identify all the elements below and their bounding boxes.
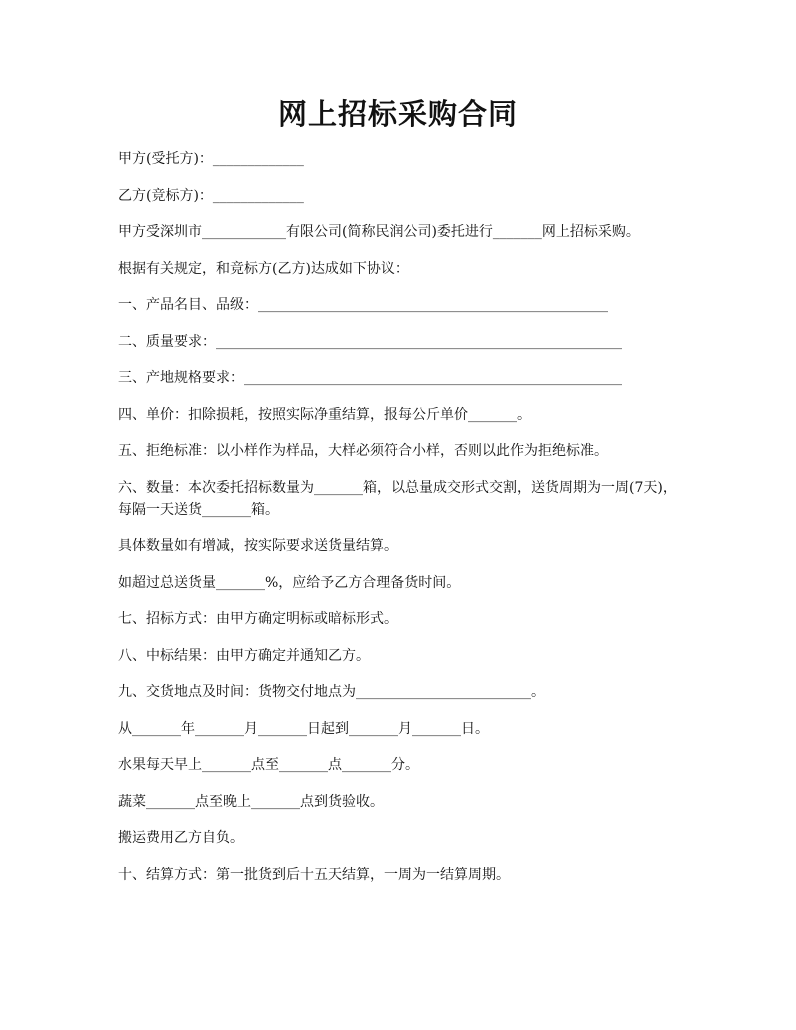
clause-party-b: 乙方(竞标方)：_____________ (118, 187, 304, 204)
clause-5-rejection: 五、拒绝标准：以小样作为样品，大样必须符合小样，否则以此作为拒绝标准。 (118, 443, 608, 459)
clause-10-settlement: 十、结算方式：第一批货到后十五天结算，一周为一结算周期。 (118, 866, 510, 883)
clause-6-quantity: 六、数量：本次委托招标数量为_______箱，以总量成交形式交割，送货周期为一周(7天)，每隔一天送货_______箱。 (118, 479, 677, 518)
clause-vegetable-time: 蔬菜_______点至晚上_______点到货验收。 (118, 793, 384, 810)
clause-8-result: 八、中标结果：由甲方确定并通知乙方。 (118, 647, 370, 664)
clause-entrustment: 甲方受深圳市____________有限公司(简称民润公司)委托进行_______网上招标采购。 (118, 224, 640, 240)
clause-delivery-period: 从_______年_______月_______日起到_______月_______日。 (118, 720, 489, 737)
clause-2-quality: 二、质量要求：__________________________________________________________ (118, 333, 622, 350)
clause-3-origin: 三、产地规格要求：______________________________________________________ (118, 370, 622, 386)
clause-quantity-adjust: 具体数量如有增减，按实际要求送货量结算。 (118, 538, 398, 554)
clause-excess-supply: 如超过总送货量_______%，应给予乙方合理备货时间。 (118, 574, 461, 591)
clause-transport-cost: 搬运费用乙方自负。 (118, 830, 244, 846)
document-body (118, 148, 678, 900)
clause-9-delivery: 九、交货地点及时间：货物交付地点为_________________________。 (118, 684, 545, 700)
clause-7-bidding-method: 七、招标方式：由甲方确定明标或暗标形式。 (118, 611, 398, 627)
document-title: 网上招标采购合同 (277, 97, 518, 131)
clause-1-product: 一、产品名目、品级：__________________________________________________ (118, 297, 608, 313)
clause-party-a: 甲方(受托方)：_____________ (118, 151, 304, 167)
clause-fruit-time: 水果每天早上_______点至_______点_______分。 (118, 757, 419, 773)
clause-4-price: 四、单价：扣除损耗，按照实际净重结算，报每公斤单价_______。 (118, 406, 531, 423)
clause-agreement-intro: 根据有关规定，和竞标方(乙方)达成如下协议： (118, 260, 409, 277)
